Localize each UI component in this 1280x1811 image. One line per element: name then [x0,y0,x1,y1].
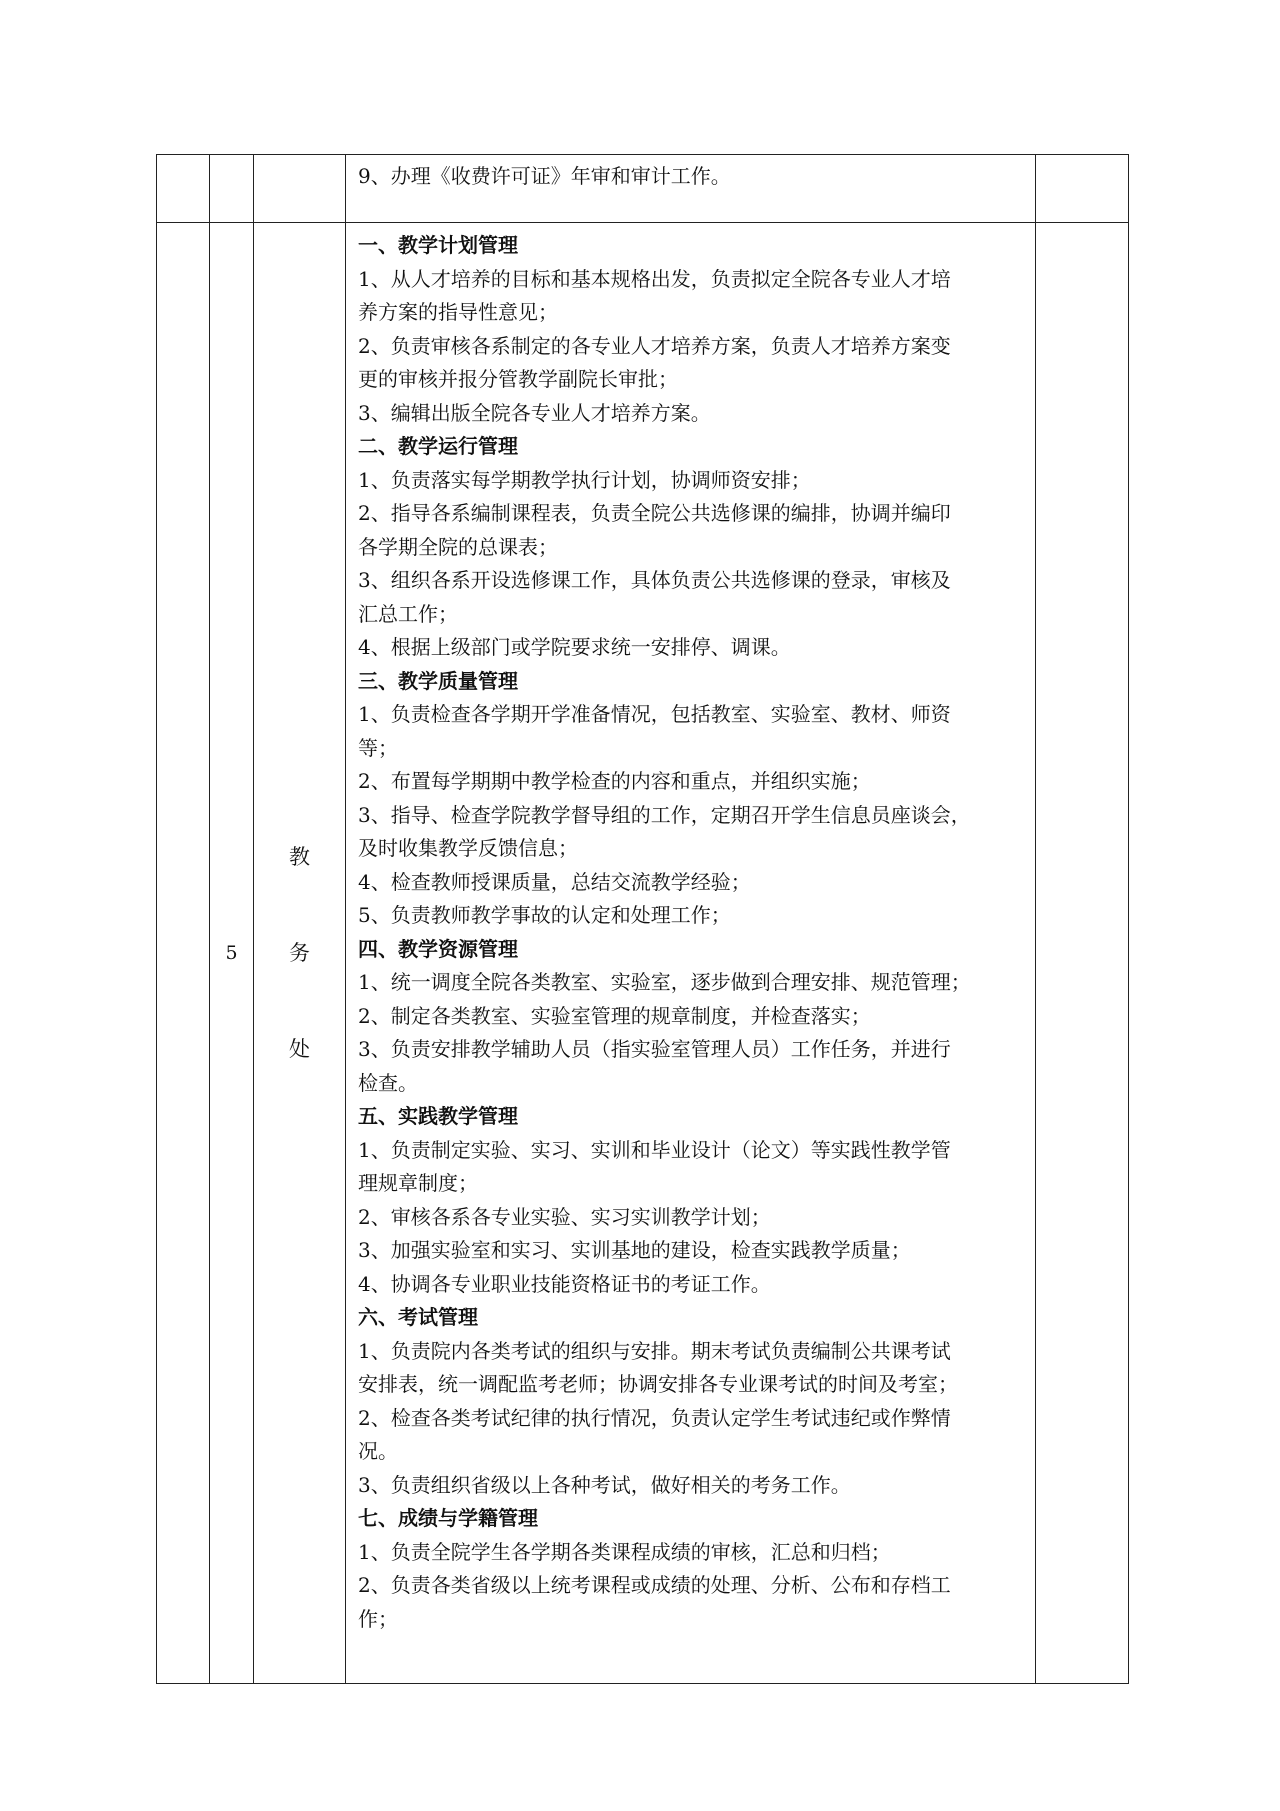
section-heading: 三、教学质量管理 [358,668,518,693]
remarks-cell [1036,223,1129,1684]
department-char [254,977,345,1025]
duty-line: 2、布置每学期期中教学检查的内容和重点，并组织实施； [358,769,871,793]
cell-blank [210,155,254,223]
duty-line: 3、编辑出版全院各专业人才培养方案。 [358,400,711,425]
section-heading: 六、考试管理 [358,1305,478,1329]
duty-line: 1、负责院内各类考试的组织与安排。期末考试负责编制公共课考试 [358,1338,951,1363]
section-heading: 五、实践教学管理 [358,1104,518,1128]
duty-text-cell [346,155,1036,223]
duty-line: 2、制定各类教室、实验室管理的规章制度，并检查落实； [358,1003,871,1028]
cell-blank [254,155,346,223]
cell-blank [157,155,210,223]
duty-line: 更的审核并报分管教学副院长审批； [358,367,678,391]
department-char: 务 [289,941,310,965]
table-row [157,223,1129,1684]
duty-line: 1、负责检查各学期开学准备情况，包括教室、实验室、教材、师资 [358,702,951,726]
department-name [254,833,345,1073]
duty-line: 2、负责审核各系制定的各专业人才培养方案，负责人才培养方案变 [358,333,951,358]
duty-line: 况。 [358,1439,398,1463]
duty-line: 1、负责落实每学期教学执行计划，协调师资安排； [358,467,811,492]
duty-line: 1、从人才培养的目标和基本规格出发，负责拟定全院各专业人才培 [358,266,951,291]
duty-line: 3、负责安排教学辅助人员（指实验室管理人员）工作任务，并进行 [358,1037,951,1061]
duty-line: 9、办理《收费许可证》年审和审计工作。 [358,164,731,188]
duty-line: 3、指导、检查学院教学督导组的工作，定期召开学生信息员座谈会， [358,802,971,827]
duty-line: 各学期全院的总课表； [358,534,558,559]
duty-line: 汇总工作； [358,601,458,626]
duty-line: 及时收集教学反馈信息； [358,836,578,860]
duty-line: 检查。 [358,1070,418,1095]
duty-line: 1、负责制定实验、实习、实训和毕业设计（论文）等实践性教学管 [358,1137,951,1162]
remarks-cell [1036,155,1129,223]
duty-line: 1、统一调度全院各类教室、实验室，逐步做到合理安排、规范管理； [358,970,971,994]
duty-line: 5、负责教师教学事故的认定和处理工作； [358,903,731,927]
duty-line: 2、检查各类考试纪律的执行情况，负责认定学生考试违纪或作弊情 [358,1405,951,1430]
duty-line: 理规章制度； [358,1171,478,1195]
duty-table [156,154,1129,1684]
department-char [254,881,345,929]
duty-line: 作； [358,1606,398,1631]
cell-blank [157,223,210,1684]
duty-line: 2、指导各系编制课程表，负责全院公共选修课的编排，协调并编印 [358,501,951,525]
section-heading: 四、教学资源管理 [358,936,518,961]
duty-text-cell [346,223,1036,1684]
department-cell [254,223,346,1684]
table-row [157,155,1129,223]
section-heading: 七、成绩与学籍管理 [358,1506,538,1530]
duty-line: 3、负责组织省级以上各种考试，做好相关的考务工作。 [358,1472,851,1497]
duty-line: 3、组织各系开设选修课工作，具体负责公共选修课的登录，审核及 [358,568,951,592]
duty-line: 2、负责各类省级以上统考课程或成绩的处理、分析、公布和存档工 [358,1573,951,1597]
duty-line: 4、检查教师授课质量，总结交流教学经验； [358,869,751,894]
section-heading: 一、教学计划管理 [358,233,518,257]
duty-line: 4、协调各专业职业技能资格证书的考证工作。 [358,1271,771,1296]
row-number: 5 [210,223,254,1684]
section-heading: 二、教学运行管理 [358,434,518,458]
duty-line: 安排表，统一调配监考老师；协调安排各专业课考试的时间及考室； [358,1372,958,1396]
duty-line: 3、加强实验室和实习、实训基地的建设，检查实践教学质量； [358,1238,911,1262]
department-char: 教 [289,845,310,869]
duty-line: 1、负责全院学生各学期各类课程成绩的审核，汇总和归档； [358,1539,891,1564]
duty-line: 等； [358,735,398,760]
duty-line: 4、根据上级部门或学院要求统一安排停、调课。 [358,635,791,659]
duty-line: 2、审核各系各专业实验、实习实训教学计划； [358,1204,771,1229]
department-char: 处 [289,1037,310,1061]
duty-line: 养方案的指导性意见； [358,300,558,324]
